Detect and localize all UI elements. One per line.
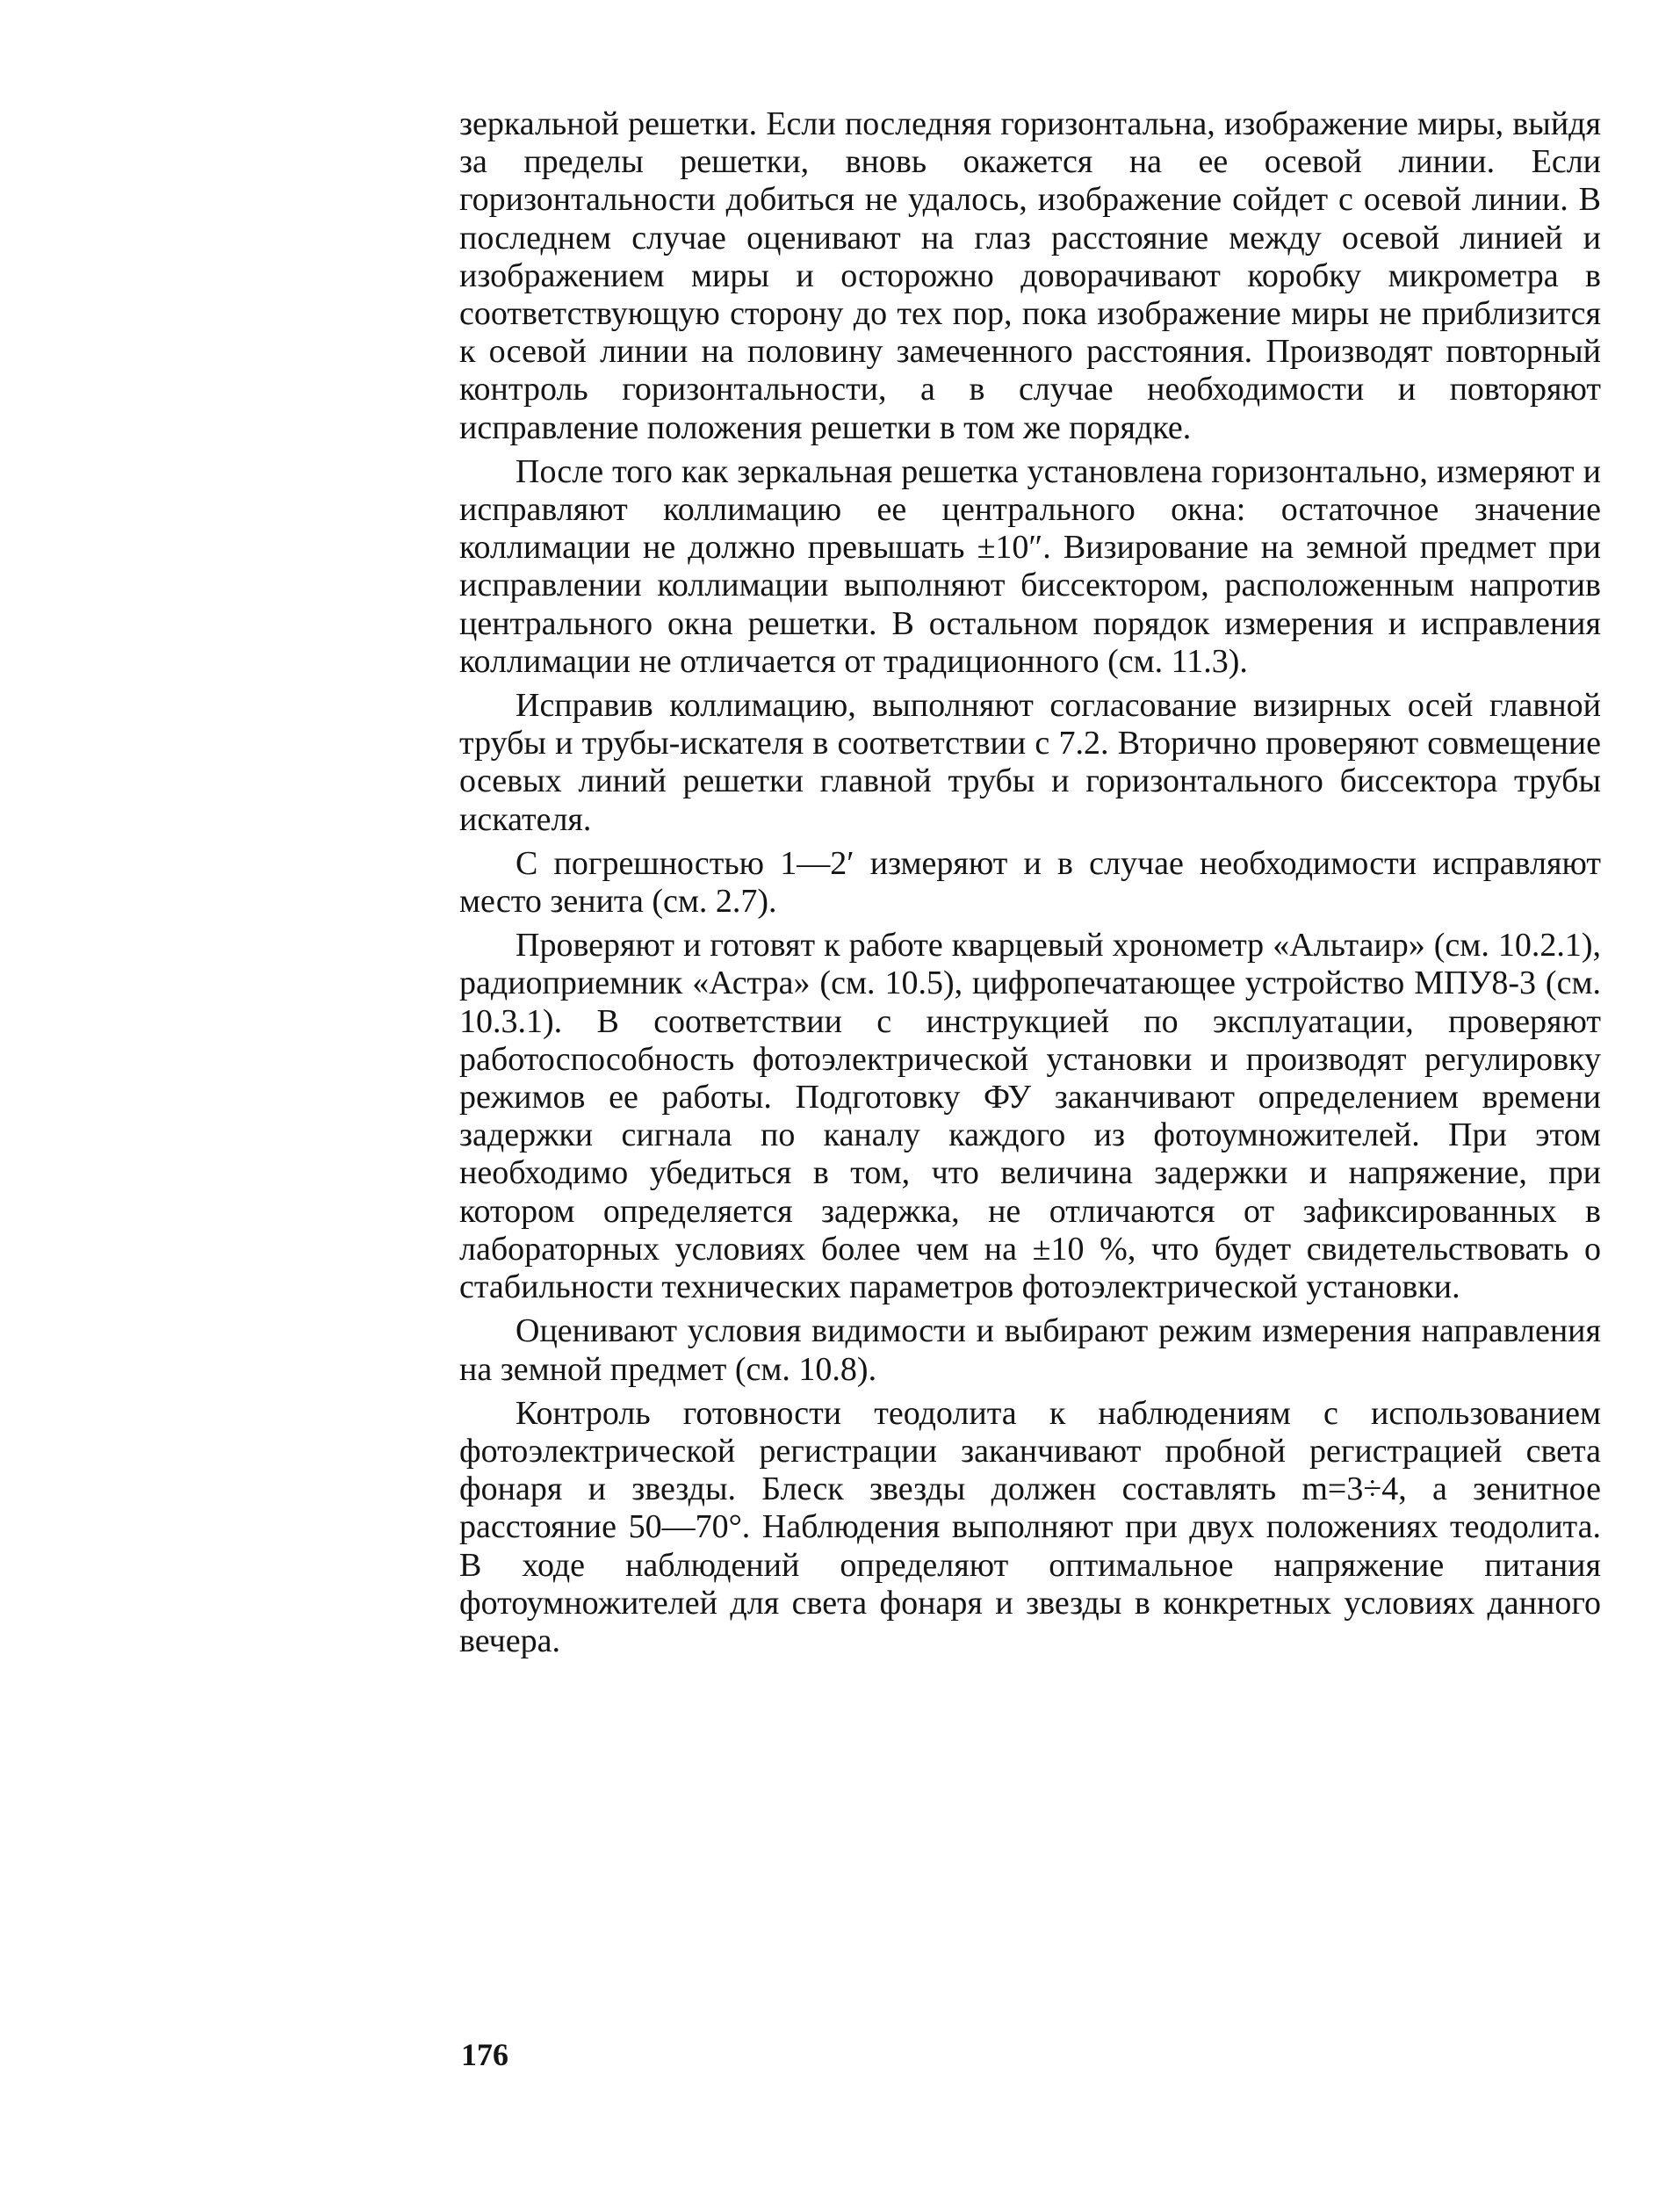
page-number: 176 [461, 2037, 508, 2072]
paragraph-5: Проверяют и готовят к работе кварцевый хронометр «Альтаир» (см. 10.2.1), радиоприемник «Астра» (см. 10.5), цифропечатающее устройство МПУ8-3 (см. 10.3.1). В соответствии с инструкцией по эксплуатации, проверяют работоспособность фотоэлектрической установки и производят регулировку режимов ее работы. Подготовку ФУ заканчивают определением времени задержки сигнала по каналу каждого из фотоумножителей. При этом необходимо убедиться в том, что величина задержки и напряжение, при котором определяется задержка, не отличаются от зафиксированных в лабораторных условиях более чем на ±10 %, что будет свидетельствовать о стабильности технических параметров фотоэлектрической установки. [459, 927, 1601, 1306]
paragraph-6: Оценивают условия видимости и выбирают режим измерения направления на земной предмет (см. 10.8). [459, 1312, 1601, 1388]
paragraph-4: С погрешностью 1—2′ измеряют и в случае необходимости исправляют место зенита (см. 2.7). [459, 844, 1601, 921]
paragraph-1: зеркальной решетки. Если последняя горизонтальна, изображение миры, выйдя за пределы решетки, вновь окажется на ее осевой линии. Если горизонтальности добиться не удалось, изображение сойдет с осевой линии. В последнем случае оценивают на глаз расстояние между осевой линией и изображением миры и осторожно доворачивают коробку микрометра в соответствующую сторону до тех пор, пока изображение миры не приблизится к осевой линии на половину замеченного расстояния. Производят повторный контроль горизонтальности, а в случае необходимости и повторяют исправление положения решетки в том же порядке. [459, 105, 1601, 446]
paragraph-7: Контроль готовности теодолита к наблюдениям с использованием фотоэлектрической регистрации заканчивают пробной регистрацией света фонаря и звезды. Блеск звезды должен составлять m=3÷4, а зенитное расстояние 50—70°. Наблюдения выполняют при двух положениях теодолита. В ходе наблюдений определяют оптимальное напряжение питания фотоумножителей для света фонаря и звезды в конкретных условиях данного вечера. [459, 1394, 1601, 1659]
paragraph-2: После того как зеркальная решетка установлена горизонтально, измеряют и исправляют коллимацию ее центрального окна: остаточное значение коллимации не должно превышать ±10″. Визирование на земной предмет при исправлении коллимации выполняют биссектором, расположенным напротив центрального окна решетки. В остальном порядок измерения и исправления коллимации не отличается от традиционного (см. 11.3). [459, 452, 1601, 680]
body-text [459, 105, 1601, 1660]
paragraph-3: Исправив коллимацию, выполняют согласование визирных осей главной трубы и трубы-искателя в соответствии с 7.2. Вторично проверяют совмещение осевых линий решетки главной трубы и горизонтального биссектора трубы искателя. [459, 687, 1601, 838]
